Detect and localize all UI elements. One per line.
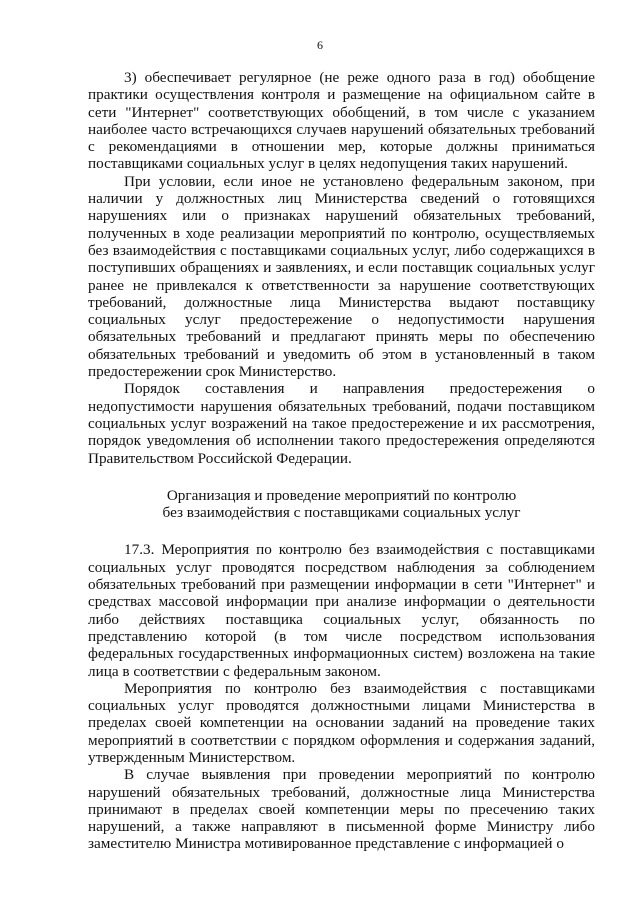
spacer xyxy=(88,467,595,487)
page-number: 6 xyxy=(317,38,323,52)
section-heading-line-1: Организация и проведение мероприятий по контролю xyxy=(166,486,517,504)
document-body xyxy=(88,69,595,853)
paragraph-violations-detected: В случае выявления при проведении мероприятий по контролю нарушений обязательных требований, должностные лица Министерства принимают в пределах своей компетенции меры по пресечению таких нарушений, а также направляют в письменной форме Министру либо заместителю Министра мотивированное представление с информацией о xyxy=(88,766,595,853)
paragraph-17-3: 17.3. Мероприятия по контролю без взаимодействия с поставщиками социальных услуг проводятся посредством наблюдения за соблюдением обязательных требований при размещении информации в сети "Интернет" и средствах массовой информации при анализе информации о деятельности либо действиях поставщика социальных услуг, обязанность по представлению которой (в том числе посредством использования федеральных государственных информационных систем) возложена на такие лица в соответствии с федеральным законом. xyxy=(88,541,595,680)
paragraph-item-3: 3) обеспечивает регулярное (не реже одного раза в год) обобщение практики осуществления контроля и размещение на официальном сайте в сети "Интернет" соответствующих обобщений, в том числе с указанием наиболее часто встречающихся случаев нарушений обязательных требований с рекомендациями в отношении мер, которые должны приниматься поставщиками социальных услуг в целях недопущения таких нарушений. xyxy=(88,69,595,173)
section-heading-line-2: без взаимодействия с поставщиками социальных услуг xyxy=(162,504,521,522)
paragraph-warning-procedure: Порядок составления и направления предостережения о недопустимости нарушения обязательных требований, подачи поставщиком социальных услуг возражений на такое предостережение и их рассмотрения, порядок уведомления об исполнении такого предостережения определяются Правительством Российской Федерации. xyxy=(88,380,595,467)
spacer xyxy=(88,521,595,541)
paragraph-warning-conditions: При условии, если иное не установлено федеральным законом, при наличии у должностных лиц Министерства сведений о готовящихся нарушениях или о признаках нарушений обязательных требований, полученных в ходе реализации мероприятий по контролю, осуществляемых без взаимодействия с поставщиками социальных услуг, либо содержащихся в поступивших обращениях и заявлениях, и если поставщик социальных услуг ранее не привлекался к ответственности за нарушение соответствующих требований, должностные лица Министерства выдают поставщику социальных услуг предостережение о недопустимости нарушения обязательных требований и предлагают принять меры по обеспечению обязательных требований и уведомить об этом в установленный в таком предостережении срок Министерство. xyxy=(88,172,595,381)
paragraph-control-officials: Мероприятия по контролю без взаимодействия с поставщиками социальных услуг проводятся должностными лицами Министерства в пределах своей компетенции на основании заданий на проведение таких мероприятий в соответствии с порядком оформления и содержания заданий, утвержденным Министерством. xyxy=(88,679,595,766)
